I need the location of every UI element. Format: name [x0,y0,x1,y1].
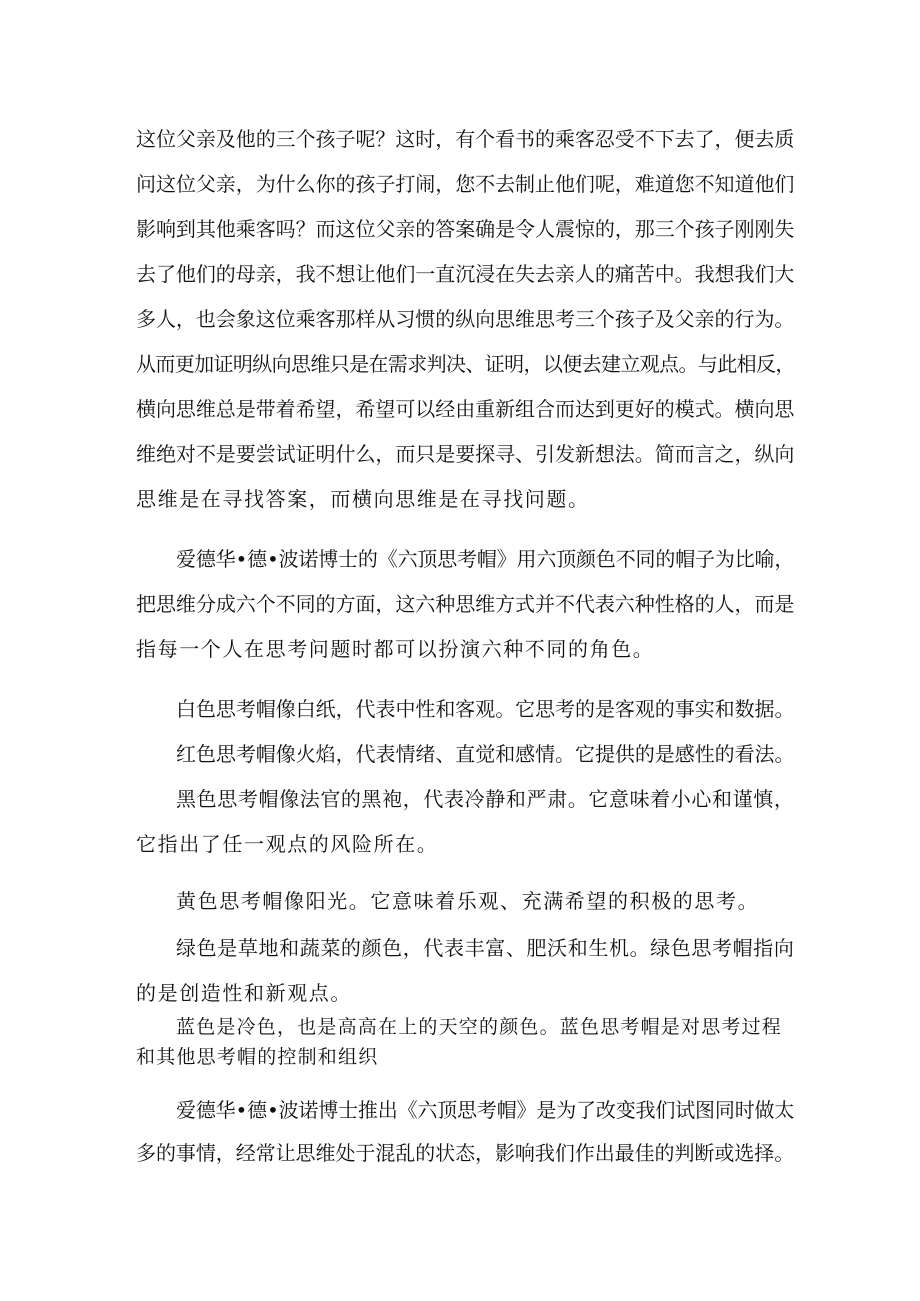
text-line: 维绝对不是要尝试证明什么，而只是要探寻、引发新想法。简而言之，纵向 [136,442,795,466]
black-hat-line: 黑色思考帽像法官的黑袍，代表冷静和严肃。它意味着小心和谨慎， [176,787,795,811]
yellow-hat-line: 黄色思考帽像阳光。它意味着乐观、充满希望的积极的思考。 [176,889,760,913]
text-line: 的是创造性和新观点。 [136,981,352,1005]
text-line: 它指出了任一观点的风险所在。 [136,832,439,856]
text-line: 横向思维总是带着希望，希望可以经由重新组合而达到更好的模式。横向思 [136,397,795,421]
blue-hat-line: 蓝色是冷色，也是高高在上的天空的颜色。蓝色思考帽是对思考过程 [176,1016,783,1038]
white-hat-line: 白色思考帽像白纸，代表中性和客观。它思考的是客观的事实和数据。 [176,697,795,721]
paragraph-first-line: 爱德华•德•波诺博士推出《六顶思考帽》是为了改变我们试图同时做太 [176,1098,795,1122]
text-line: 从而更加证明纵向思维只是在需求判决、证明，以便去建立观点。与此相反， [136,352,795,376]
text-line: 去了他们的母亲，我不想让他们一直沉浸在失去亲人的痛苦中。我想我们大 [136,262,795,286]
text-line: 问这位父亲，为什么你的孩子打闹，您不去制止他们呢，难道您不知道他们 [136,172,795,196]
text-line: 这位父亲及他的三个孩子呢？这时，有个看书的乘客忍受不下去了，便去质 [136,127,795,151]
paragraph-first-line: 爱德华•德•波诺博士的《六顶思考帽》用六顶颜色不同的帽子为比喻， [176,547,795,571]
text-line: 把思维分成六个不同的方面，这六种思维方式并不代表六种性格的人，而是 [136,592,795,616]
green-hat-line: 绿色是草地和蔬菜的颜色，代表丰富、肥沃和生机。绿色思考帽指向 [176,936,795,960]
text-line: 和其他思考帽的控制和组织 [136,1046,379,1068]
text-line: 思维是在寻找答案，而横向思维是在寻找问题。 [136,487,590,511]
text-line: 多人，也会象这位乘客那样从习惯的纵向思维思考三个孩子及父亲的行为。 [136,307,795,331]
text-line: 多的事情，经常让思维处于混乱的状态，影响我们作出最佳的判断或选择。 [136,1141,795,1165]
red-hat-line: 红色思考帽像火焰，代表情绪、直觉和感情。它提供的是感性的看法。 [176,742,795,766]
text-line: 指每一个人在思考问题时都可以扮演六种不同的角色。 [136,637,655,661]
text-line: 影响到其他乘客吗？而这位父亲的答案确是令人震惊的，那三个孩子刚刚失 [136,217,795,241]
